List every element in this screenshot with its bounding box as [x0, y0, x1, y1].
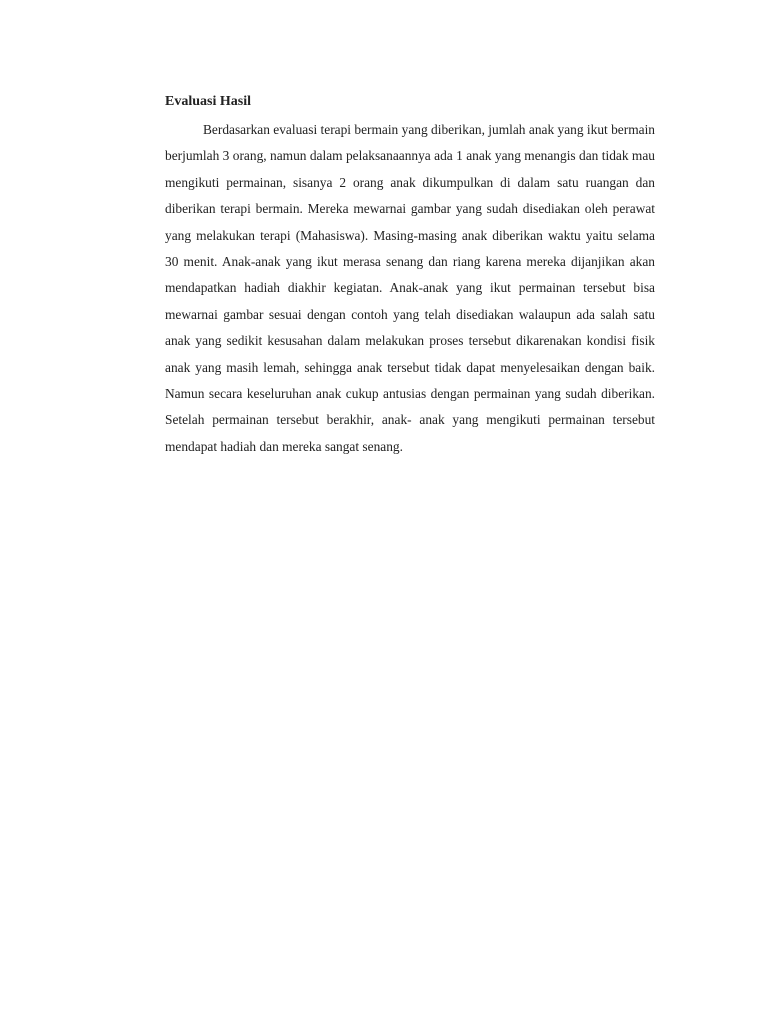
body-paragraph: Berdasarkan evaluasi terapi bermain yang diberikan, jumlah anak yang ikut bermain berjumlah 3 orang, namun dalam pelaksanaannya ada 1 anak yang menangis dan tidak mau mengikuti permainan, sisanya 2 orang anak dikumpulkan di dalam satu ruangan dan diberikan terapi bermain. Mereka mewarnai gambar yang sudah disediakan oleh perawat yang melakukan terapi (Mahasiswa). Masing-masing anak diberikan waktu yaitu selama 30 menit. Anak-anak yang ikut merasa senang dan riang karena mereka dijanjikan akan mendapatkan hadiah diakhir kegiatan. Anak-anak yang ikut permainan tersebut bisa mewarnai gambar sesuai dengan contoh yang telah disediakan walaupun ada salah satu anak yang sedikit kesusahan dalam melakukan proses tersebut dikarenakan kondisi fisik anak yang masih lemah, sehingga anak tersebut tidak dapat menyelesaikan dengan baik. Namun secara keseluruhan anak cukup antusias dengan permainan yang sudah diberikan. Setelah permainan tersebut berakhir, anak- anak yang mengikuti permainan tersebut mendapat hadiah dan mereka sangat senang.	[165, 122, 655, 454]
document-body	[165, 92, 655, 460]
section-heading: Evaluasi Hasil	[165, 94, 251, 109]
